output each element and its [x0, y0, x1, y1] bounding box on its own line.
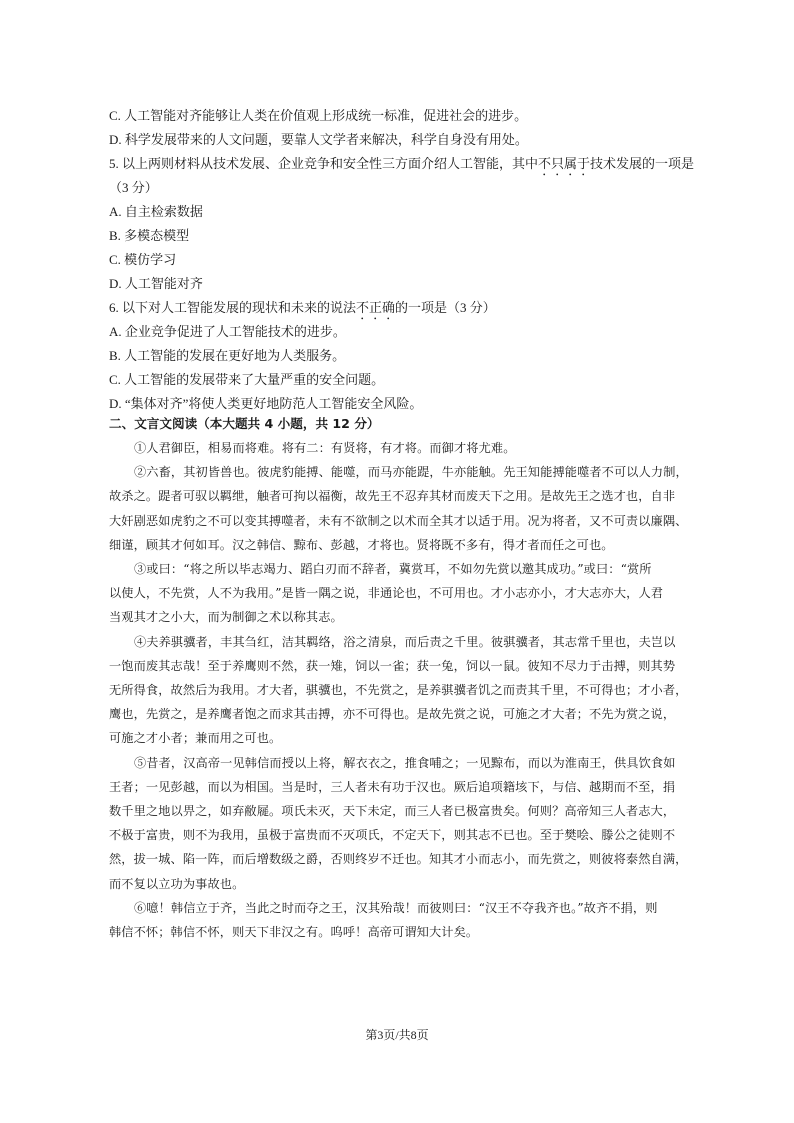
emphasis-text: 不只属于 [538, 156, 591, 171]
question-5-stem: 5. 以上两则材料从技术发展、企业竞争和安全性三方面介绍人工智能，其中不只属于技术发展的一项是 [109, 156, 695, 171]
option-c-q4: C. 人工智能对齐能够让人类在价值观上形成统一标准，促进社会的进步。 [109, 108, 528, 123]
passage-line: 韩信不怀；韩信不怀，则天下非汉之有。呜呼！高帝可谓知大计矣。 [109, 925, 479, 940]
passage-line: 鹰也，先赏之，是养鹰者饱之而求其击搏，亦不可得也。是故先赏之说，可施之才大者；不先为赏之说， [109, 707, 676, 722]
question-5-score: （3 分） [109, 180, 158, 195]
passage-line: 当观其才之小大，而为制御之术以称其志。 [109, 610, 343, 625]
passage-line: 一饱而废其志哉！至于养鹰则不然，获一雉，饲以一雀；获一兔，饲以一鼠。彼知不尽力于击搏，则其势 [109, 658, 676, 673]
passage-line: 不极于富贵，则不为我用，虽极于富贵而不灭项氏，不定天下，则其志不已也。至于樊哙、滕公之徒则不 [109, 828, 676, 843]
passage-line: ④夫养骐骥者，丰其刍红，洁其羁络，浴之清泉，而后责之千里。彼骐骥者，其志常千里也，夫岂以 [134, 634, 676, 649]
option-d-q6: D. “集体对齐”将使人类更好地防范人工智能安全风险。 [109, 396, 423, 411]
passage-line: 数千里之地以畀之，如弃敝屣。项氏未灭，天下未定，而三人者已极富贵矣。何则？高帝知三人者志大， [109, 804, 676, 819]
option-a-q5: A. 自主检索数据 [109, 204, 203, 219]
passage-line: 可施之才小者；兼而用之可也。 [109, 731, 282, 746]
passage-line: ⑥噫！韩信立于齐，当此之时而夺之王，汉其殆哉！而彼则曰：“汉王不夺我齐也。”故齐不捐，则 [134, 900, 658, 915]
option-d-q4: D. 科学发展带来的人文问题，要靠人文学者来解决，科学自身没有用处。 [109, 132, 528, 147]
passage-line: 王者；一见彭越，而以为相国。当是时，三人者未有功于汉也。厥后追项籍垓下，与信、越期而不至，捐 [109, 779, 676, 794]
option-a-q6: A. 企业竞争促进了人工智能技术的进步。 [109, 324, 346, 339]
passage-line: 细谨，顾其才何如耳。汉之韩信、黥布、彭越，才将也。贤将既不多有，得才者而任之可也。 [109, 537, 614, 552]
passage-line: 以使人，不先赏，人不为我用。”是皆一隅之说，非通论也，不可用也。才小志亦小，才大志亦大，人君 [109, 586, 664, 601]
option-c-q6: C. 人工智能的发展带来了大量严重的安全问题。 [109, 372, 385, 387]
passage-line: 无所得食，故然后为我用。才大者，骐骥也，不先赏之，是养骐骥者饥之而责其千里，不可得也；才小者， [109, 683, 688, 698]
question-6-stem: 6. 以下对人工智能发展的现状和未来的说法不正确的一项是（3 分） [109, 300, 496, 315]
option-d-q5: D. 人工智能对齐 [109, 276, 203, 291]
classical-passage [109, 436, 694, 944]
passage-line: 然，拔一城、陷一阵，而后增数级之爵，否则终岁不迁也。知其才小而志小，而先赏之，则彼将泰然自满， [109, 852, 688, 867]
option-b-q5: B. 多模态模型 [109, 228, 190, 243]
section-title-classical-reading: 二、文言文阅读（本大题共 4 小题，共 12 分） [109, 416, 380, 431]
passage-line: 而不复以立功为事故也。 [109, 876, 245, 891]
emphasis-text: 不正确 [356, 300, 396, 315]
passage-line: ⑤昔者，汉高帝一见韩信而授以上将，解衣衣之，推食哺之；一见黥布，而以为淮南王，供具饮食如 [134, 755, 676, 770]
passage-line: ②六畜，其初皆兽也。彼虎豹能搏、能噬，而马亦能踶，牛亦能触。先王知能搏能噬者不可以人力制， [134, 465, 688, 480]
option-c-q5: C. 模仿学习 [109, 252, 177, 267]
passage-line: ③或曰：“将之所以毕志竭力、蹈白刃而不辞者，冀赏耳，不如勿先赏以邀其成功。”或曰：“赏所 [134, 562, 652, 577]
passage-line: 故杀之。踶者可驭以羁绁，触者可拘以福衡，故先王不忍弃其材而废天下之用。是故先王之选才也，自非 [109, 489, 676, 504]
passage-line: 大奸剧恶如虎豹之不可以变其搏噬者，未有不欲制之以术而全其才以适于用。况为将者，又不可责以廉隅、 [109, 513, 688, 528]
page-number-footer: 第3页/共8页 [365, 1028, 429, 1042]
option-b-q6: B. 人工智能的发展在更好地为人类服务。 [109, 348, 346, 363]
passage-line: ①人君御臣，相易而将难。将有二：有贤将，有才将。而御才将尤难。 [134, 441, 516, 455]
